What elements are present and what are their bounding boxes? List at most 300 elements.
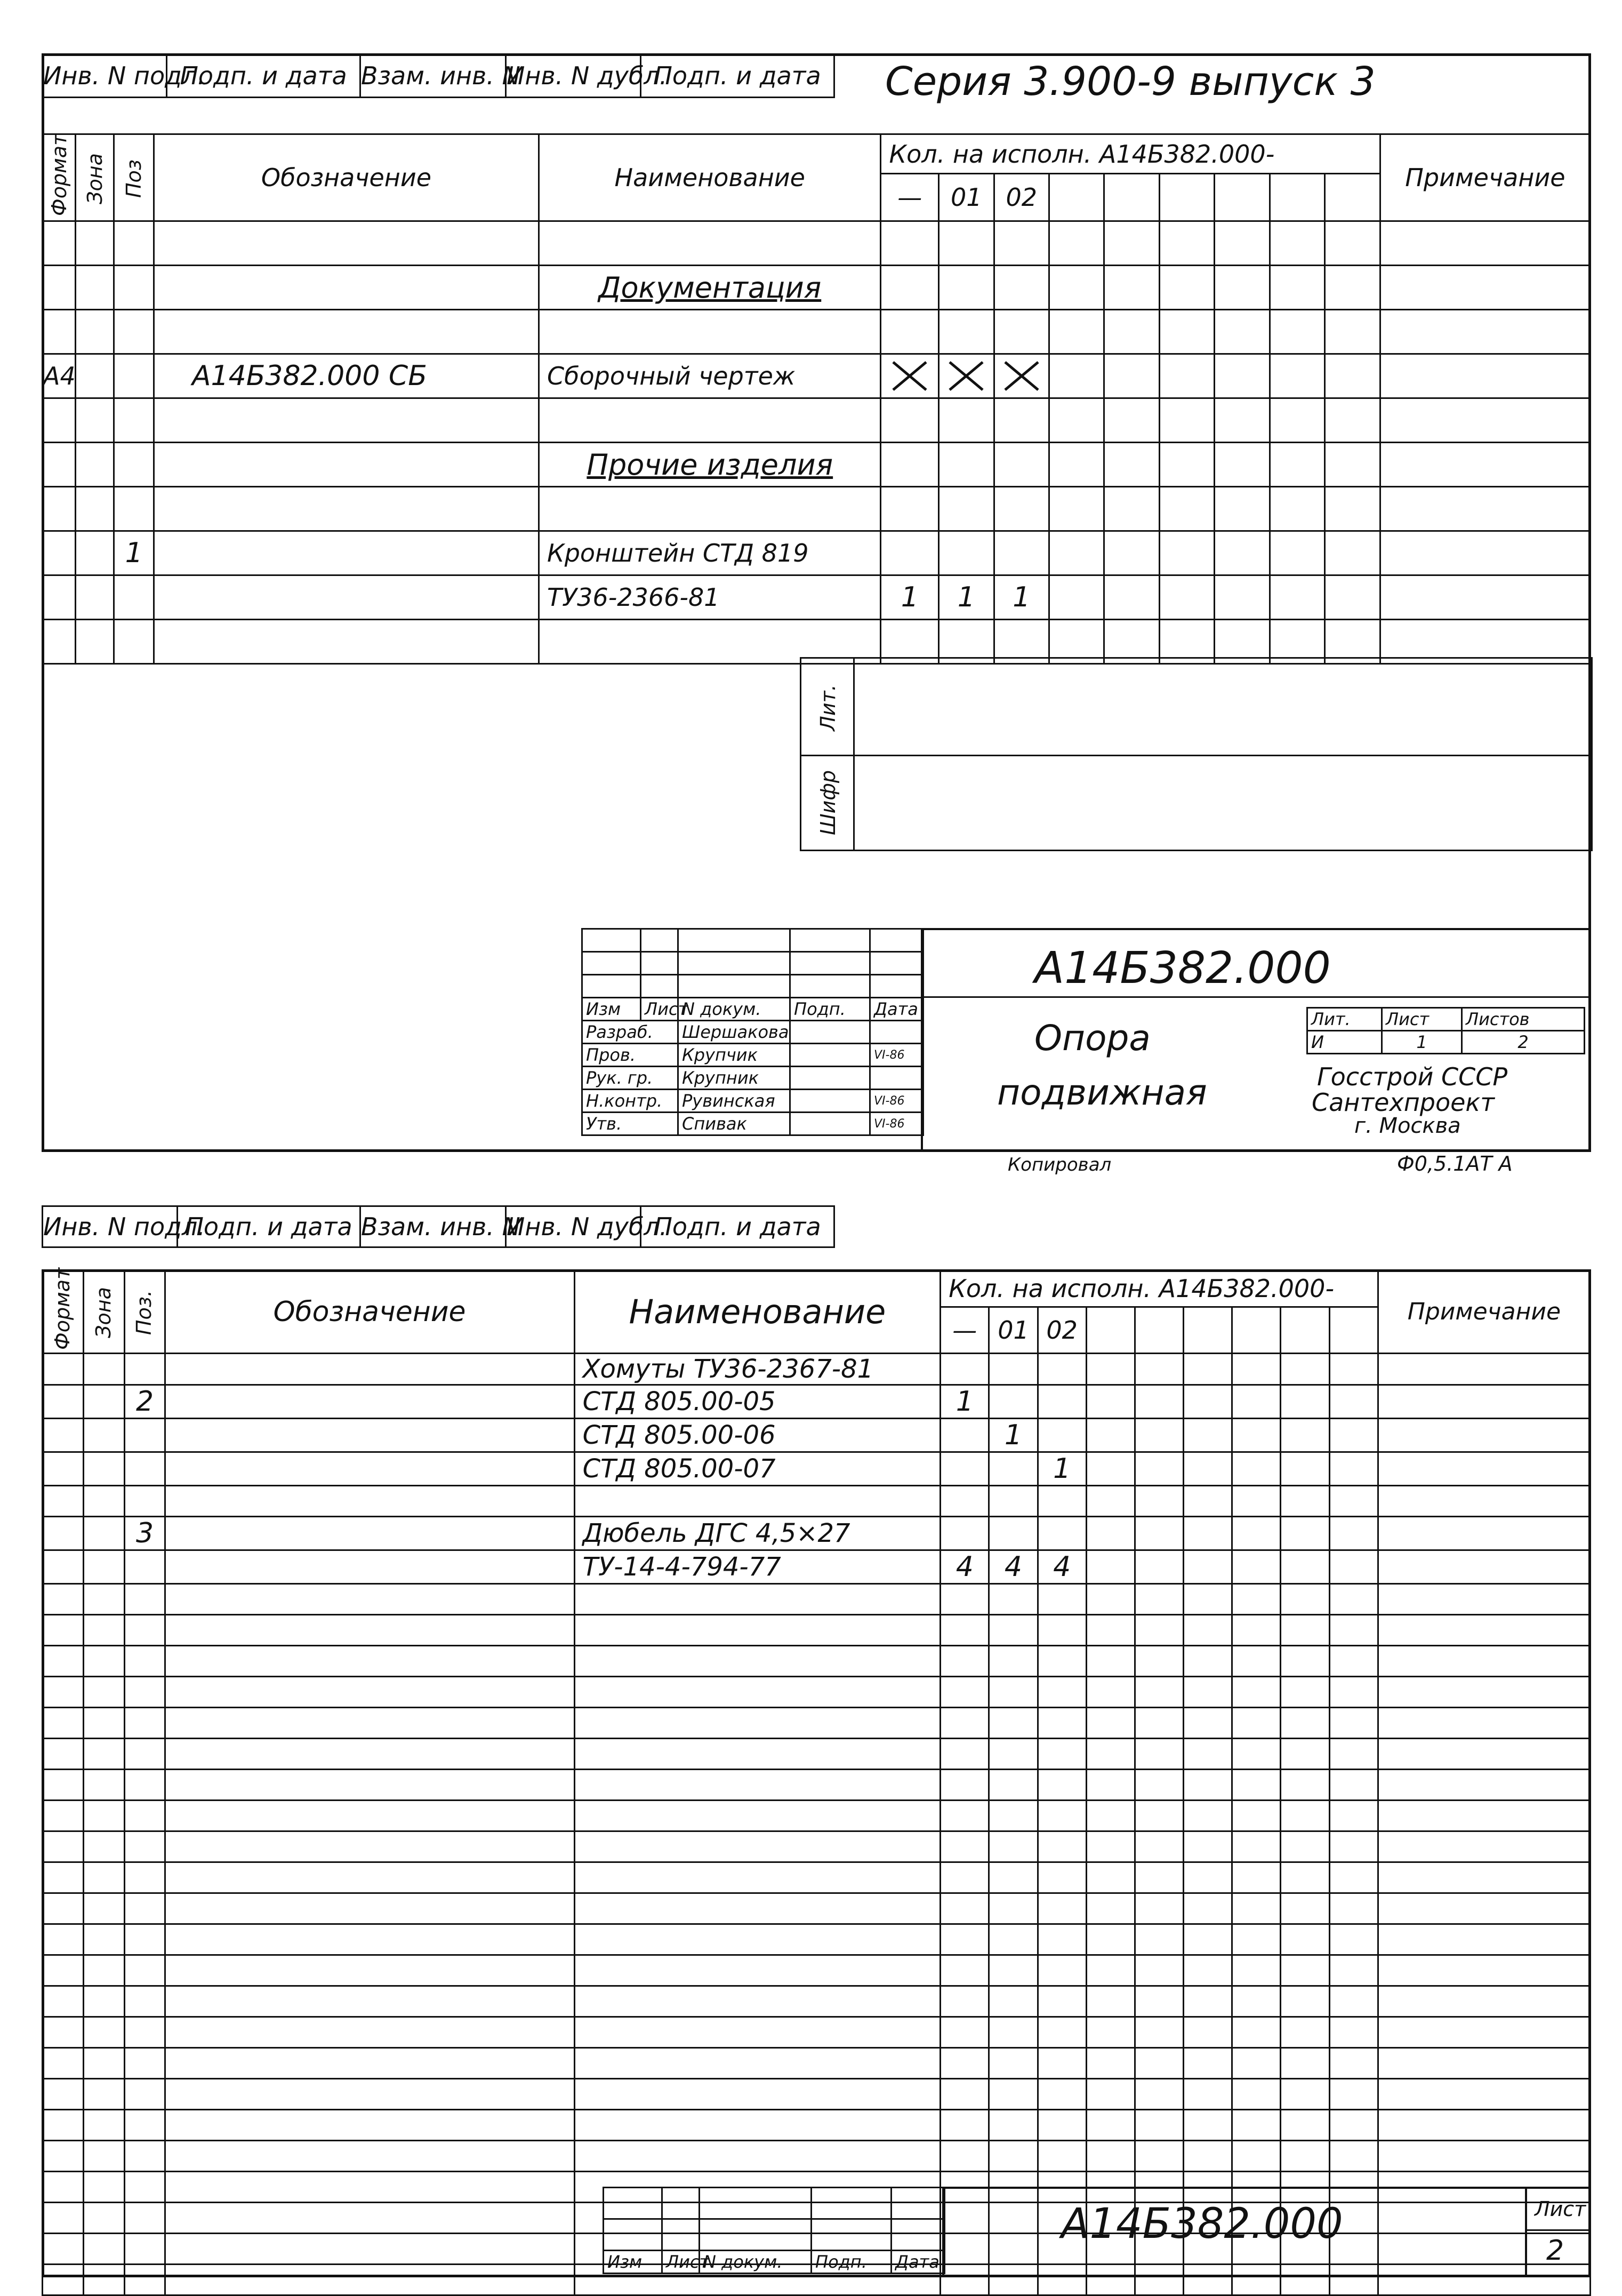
row-qty xyxy=(989,1385,1038,1419)
stamp-lit-value: И xyxy=(1307,1031,1382,1054)
row-name: Дюбель ДГС 4,5×27 xyxy=(574,1517,941,1550)
row-note xyxy=(1380,575,1590,620)
row-qty: 1 xyxy=(881,575,939,620)
row-qty xyxy=(941,1452,989,1486)
row-qty-empty xyxy=(1281,2110,1329,2141)
row-designation xyxy=(165,1708,574,1739)
row-pos xyxy=(125,1770,165,1801)
row-qty xyxy=(1038,1486,1086,1517)
row-note xyxy=(1380,221,1590,266)
row-qty-empty xyxy=(1049,266,1104,310)
spec-row xyxy=(43,2048,1591,2079)
stamp-role: Рук. гр. xyxy=(582,1067,678,1090)
row-designation xyxy=(165,1550,574,1584)
row-zone xyxy=(76,221,114,266)
row-qty-empty xyxy=(1232,2141,1281,2172)
row-name xyxy=(539,221,881,266)
row-qty-empty xyxy=(1086,1770,1135,1801)
row-qty-empty xyxy=(1086,1708,1135,1739)
row-name xyxy=(574,1739,941,1770)
row-qty xyxy=(941,1615,989,1646)
row-note xyxy=(1378,1708,1590,1739)
row-qty xyxy=(989,1893,1038,1924)
row-note xyxy=(1380,531,1590,575)
row-qty-empty xyxy=(1215,221,1270,266)
row-qty xyxy=(994,443,1049,487)
row-format xyxy=(43,1385,84,1419)
col-header-designation: Обозначение xyxy=(165,1270,574,1354)
row-qty-empty xyxy=(1215,354,1270,398)
row-qty xyxy=(881,443,939,487)
row-qty: 1 xyxy=(939,575,994,620)
spec-row xyxy=(43,1924,1591,1955)
row-pos xyxy=(125,2048,165,2079)
row-pos xyxy=(125,1354,165,1385)
row-zone xyxy=(84,2079,125,2110)
row-note xyxy=(1378,1584,1590,1615)
row-qty-empty xyxy=(1281,2017,1329,2048)
row-qty-empty xyxy=(1281,1893,1329,1924)
row-qty xyxy=(1038,1517,1086,1550)
row-qty xyxy=(1038,1739,1086,1770)
row-qty-empty xyxy=(1135,2048,1183,2079)
col-header-name: Наименование xyxy=(539,134,881,221)
row-qty-empty xyxy=(1104,266,1159,310)
row-qty-empty xyxy=(1086,2141,1135,2172)
row-zone xyxy=(84,1677,125,1708)
spec-row xyxy=(43,575,1591,620)
row-qty-empty xyxy=(1215,531,1270,575)
stamp-col-header: Подп. xyxy=(790,998,870,1021)
row-pos xyxy=(114,354,154,398)
row-qty-empty xyxy=(1184,1770,1232,1801)
row-name: ТУ-14-4-794-77 xyxy=(574,1550,941,1584)
row-qty xyxy=(1038,1893,1086,1924)
row-qty xyxy=(881,221,939,266)
row-qty-empty xyxy=(1329,1770,1378,1801)
row-qty-empty xyxy=(1086,1517,1135,1550)
stamp-col-header: Изм xyxy=(582,998,641,1021)
row-qty-empty xyxy=(1135,1452,1183,1486)
row-designation xyxy=(154,620,539,664)
row-qty-empty xyxy=(1270,354,1324,398)
spec-row xyxy=(43,2017,1591,2048)
row-qty xyxy=(941,1831,989,1862)
row-name xyxy=(574,1486,941,1517)
col-header-qty: Кол. на исполн. А14Б382.000- xyxy=(941,1270,1378,1307)
row-zone xyxy=(76,443,114,487)
row-zone xyxy=(76,620,114,664)
row-note xyxy=(1380,354,1590,398)
row-pos xyxy=(125,1924,165,1955)
margin-label: Инв. N дубл. xyxy=(506,1206,641,1247)
row-note xyxy=(1380,487,1590,531)
row-name xyxy=(574,1646,941,1677)
row-qty xyxy=(1038,1615,1086,1646)
row-name: Кронштейн СТД 819 xyxy=(539,531,881,575)
row-qty-empty xyxy=(1104,221,1159,266)
row-designation xyxy=(165,2172,574,2203)
spec-row xyxy=(43,266,1591,310)
row-qty-empty xyxy=(1086,1986,1135,2017)
row-qty xyxy=(1038,1708,1086,1739)
stamp-col-header: Лист xyxy=(641,998,678,1021)
row-qty-empty xyxy=(1086,1584,1135,1615)
row-qty-empty xyxy=(1159,398,1214,443)
row-name xyxy=(539,310,881,354)
row-format xyxy=(43,1708,84,1739)
row-qty xyxy=(994,266,1049,310)
row-qty-empty xyxy=(1281,1955,1329,1986)
row-qty: 4 xyxy=(941,1550,989,1584)
row-qty xyxy=(1038,2048,1086,2079)
row-pos xyxy=(114,266,154,310)
row-qty-empty xyxy=(1215,443,1270,487)
row-qty-empty xyxy=(1086,1615,1135,1646)
row-qty xyxy=(1038,1770,1086,1801)
row-qty-empty xyxy=(1184,1893,1232,1924)
row-qty-empty xyxy=(1184,1708,1232,1739)
row-qty-empty xyxy=(1329,1615,1378,1646)
row-name xyxy=(574,2110,941,2141)
row-qty xyxy=(941,1708,989,1739)
row-qty-empty xyxy=(1232,1615,1281,1646)
row-zone xyxy=(84,2048,125,2079)
spec-row xyxy=(43,398,1591,443)
row-qty-empty xyxy=(1329,1385,1378,1419)
row-qty-empty xyxy=(1135,1708,1183,1739)
row-qty-empty xyxy=(1086,1354,1135,1385)
sheet-1-stamp-left xyxy=(581,928,924,1136)
row-designation xyxy=(165,1419,574,1452)
row-qty-empty xyxy=(1184,1646,1232,1677)
row-qty-empty xyxy=(1184,1831,1232,1862)
spec-row xyxy=(43,1739,1591,1770)
stamp-signature xyxy=(790,1044,870,1067)
row-pos xyxy=(125,2172,165,2203)
spec-row xyxy=(43,487,1591,531)
row-qty-empty xyxy=(1184,1385,1232,1419)
stamp-person: Шершакова xyxy=(678,1021,790,1044)
row-note xyxy=(1378,1770,1590,1801)
row-qty-empty xyxy=(1281,1550,1329,1584)
row-qty xyxy=(941,2079,989,2110)
row-qty-empty xyxy=(1232,1419,1281,1452)
row-format xyxy=(43,2265,84,2295)
row-qty-empty xyxy=(1325,310,1380,354)
spec-row xyxy=(43,1955,1591,1986)
row-qty xyxy=(989,1739,1038,1770)
row-qty-empty xyxy=(1232,1955,1281,1986)
row-qty-empty xyxy=(1184,1517,1232,1550)
row-qty-empty xyxy=(1232,1708,1281,1739)
row-qty xyxy=(1038,1419,1086,1452)
row-qty-empty xyxy=(1086,2017,1135,2048)
row-qty xyxy=(941,2141,989,2172)
row-pos xyxy=(125,2141,165,2172)
row-qty-empty xyxy=(1135,1924,1183,1955)
row-qty xyxy=(939,310,994,354)
row-qty-empty xyxy=(1329,1486,1378,1517)
row-qty-empty xyxy=(1086,1801,1135,1831)
row-zone xyxy=(84,1584,125,1615)
lit-label-cell xyxy=(801,658,854,756)
row-name: СТД 805.00-06 xyxy=(574,1419,941,1452)
row-qty-empty xyxy=(1159,487,1214,531)
row-qty xyxy=(989,2141,1038,2172)
row-zone xyxy=(84,1486,125,1517)
row-format xyxy=(43,1893,84,1924)
row-zone xyxy=(84,2110,125,2141)
variant-header: 01 xyxy=(939,174,994,221)
row-format xyxy=(43,2079,84,2110)
stamp-person: Крупчик xyxy=(678,1044,790,1067)
row-qty-empty xyxy=(1135,2110,1183,2141)
row-name xyxy=(574,2141,941,2172)
row-qty-empty xyxy=(1329,2110,1378,2141)
row-name xyxy=(574,1708,941,1739)
row-designation xyxy=(154,487,539,531)
stamp-col-header: Дата xyxy=(892,2251,945,2274)
spec-row xyxy=(43,1646,1591,1677)
row-qty xyxy=(989,1452,1038,1486)
row-qty-empty xyxy=(1232,1354,1281,1385)
row-note xyxy=(1378,1831,1590,1862)
row-qty xyxy=(1038,1584,1086,1615)
row-qty-empty xyxy=(1329,1517,1378,1550)
row-qty-empty xyxy=(1329,1452,1378,1486)
row-qty-empty xyxy=(1281,2079,1329,2110)
row-qty xyxy=(989,1615,1038,1646)
row-qty-empty xyxy=(1232,1486,1281,1517)
margin-label: Подп. и дата xyxy=(167,54,360,98)
row-name xyxy=(574,1862,941,1893)
sheet-1-spec-table xyxy=(42,133,1591,665)
stamp-role: Пров. xyxy=(582,1044,678,1067)
row-qty xyxy=(994,221,1049,266)
row-name: Документация xyxy=(539,266,881,310)
row-format xyxy=(43,1419,84,1452)
variant-header: 02 xyxy=(1038,1307,1086,1354)
row-qty xyxy=(941,2017,989,2048)
row-qty: 1 xyxy=(989,1419,1038,1452)
row-qty-empty xyxy=(1086,1893,1135,1924)
row-qty-empty xyxy=(1184,1584,1232,1615)
row-format xyxy=(43,310,76,354)
row-note xyxy=(1378,1550,1590,1584)
row-format xyxy=(43,1550,84,1584)
stamp-org-line-2: Сантехпроект xyxy=(1312,1088,1495,1117)
row-qty xyxy=(989,1770,1038,1801)
spec-row xyxy=(43,221,1591,266)
row-qty-empty xyxy=(1325,443,1380,487)
row-qty xyxy=(941,1924,989,1955)
row-designation xyxy=(154,575,539,620)
row-qty xyxy=(1038,1862,1086,1893)
row-zone xyxy=(84,2172,125,2203)
row-zone xyxy=(84,1646,125,1677)
spec-row xyxy=(43,2079,1591,2110)
row-qty xyxy=(941,2110,989,2141)
row-qty-empty xyxy=(1086,1486,1135,1517)
row-pos xyxy=(125,1955,165,1986)
stamp-2-doc-code: А14Б382.000 xyxy=(1061,2200,1343,2248)
row-zone xyxy=(84,1924,125,1955)
row-qty-empty xyxy=(1135,1584,1183,1615)
row-qty xyxy=(941,1739,989,1770)
col-header-pos: Поз xyxy=(114,134,154,221)
row-note xyxy=(1378,1677,1590,1708)
row-qty-empty xyxy=(1232,1924,1281,1955)
row-qty xyxy=(989,1646,1038,1677)
row-designation xyxy=(165,2265,574,2295)
row-qty xyxy=(989,1924,1038,1955)
row-designation xyxy=(165,1354,574,1385)
row-qty-empty xyxy=(1281,1517,1329,1550)
spec-row xyxy=(43,1385,1591,1419)
spec-row xyxy=(43,1770,1591,1801)
margin-label: Взам. инв. N xyxy=(360,54,506,98)
row-qty-empty xyxy=(1135,1615,1183,1646)
row-qty-empty xyxy=(1135,1385,1183,1419)
row-qty xyxy=(989,1986,1038,2017)
row-note xyxy=(1380,310,1590,354)
spec-row xyxy=(43,1801,1591,1831)
row-name: Хомуты ТУ36-2367-81 xyxy=(574,1354,941,1385)
stamp-signature xyxy=(790,1021,870,1044)
row-designation xyxy=(154,266,539,310)
row-qty-empty xyxy=(1281,1615,1329,1646)
cipher-label: Шифр xyxy=(816,770,840,835)
row-qty-empty xyxy=(1232,1452,1281,1486)
row-qty-empty xyxy=(1232,2048,1281,2079)
margin-label: Инв. N подл. xyxy=(43,54,167,98)
row-qty-empty xyxy=(1281,1986,1329,2017)
row-pos xyxy=(125,1486,165,1517)
row-qty-empty xyxy=(1184,2141,1232,2172)
row-qty-empty xyxy=(1135,1862,1183,1893)
spec-row xyxy=(43,310,1591,354)
stamp-col-header: Подп. xyxy=(812,2251,892,2274)
row-format xyxy=(43,1924,84,1955)
stamp-col-header: N докум. xyxy=(678,998,790,1021)
row-designation xyxy=(154,531,539,575)
row-zone xyxy=(84,2234,125,2265)
row-qty-empty xyxy=(1049,354,1104,398)
row-qty-empty xyxy=(1104,398,1159,443)
row-note xyxy=(1378,1739,1590,1770)
row-qty-empty xyxy=(1184,1486,1232,1517)
row-qty xyxy=(939,266,994,310)
row-format xyxy=(43,1862,84,1893)
row-qty-empty xyxy=(1049,221,1104,266)
row-format xyxy=(43,531,76,575)
row-qty xyxy=(1038,1986,1086,2017)
row-qty xyxy=(941,1770,989,1801)
stamp-signature xyxy=(790,1113,870,1135)
stamp-col-header: N докум. xyxy=(700,2251,812,2274)
row-designation xyxy=(165,1770,574,1801)
row-designation xyxy=(165,2048,574,2079)
row-format xyxy=(43,1955,84,1986)
row-note xyxy=(1378,1517,1590,1550)
row-qty xyxy=(881,354,939,398)
stamp-org-line-1: Госстрой СССР xyxy=(1317,1062,1508,1091)
row-designation xyxy=(165,1924,574,1955)
row-qty-empty xyxy=(1104,575,1159,620)
row-pos xyxy=(125,1419,165,1452)
col-header-name: Наименование xyxy=(574,1270,941,1354)
row-qty-empty xyxy=(1159,310,1214,354)
row-qty-empty xyxy=(1232,1385,1281,1419)
row-qty-empty xyxy=(1270,443,1324,487)
row-pos xyxy=(125,1452,165,1486)
row-pos xyxy=(125,2017,165,2048)
row-format xyxy=(43,1831,84,1862)
row-qty-empty xyxy=(1159,575,1214,620)
row-qty-empty xyxy=(1049,575,1104,620)
row-qty-empty xyxy=(1104,354,1159,398)
stamp-sheets-label: Листов xyxy=(1462,1008,1585,1031)
row-format xyxy=(43,1770,84,1801)
row-zone xyxy=(84,2141,125,2172)
row-pos xyxy=(125,1615,165,1646)
stamp-org-line-3: г. Москва xyxy=(1354,1114,1461,1138)
row-qty xyxy=(1038,2141,1086,2172)
row-qty-empty xyxy=(1232,1986,1281,2017)
row-qty-empty xyxy=(1184,1354,1232,1385)
col-header-zone: Зона xyxy=(84,1270,125,1354)
series-title: Серия 3.900-9 выпуск 3 xyxy=(885,59,1376,105)
row-qty-empty xyxy=(1159,354,1214,398)
row-name xyxy=(574,1955,941,1986)
row-zone xyxy=(84,1770,125,1801)
stamp-sheets-table xyxy=(1306,1007,1585,1054)
row-qty xyxy=(941,1862,989,1893)
row-qty-empty xyxy=(1086,1739,1135,1770)
row-designation xyxy=(165,2110,574,2141)
row-qty-empty xyxy=(1329,1801,1378,1831)
row-qty-empty xyxy=(1329,1893,1378,1924)
row-designation xyxy=(165,1986,574,2017)
row-qty-empty xyxy=(1325,354,1380,398)
row-qty xyxy=(994,398,1049,443)
row-designation xyxy=(165,1385,574,1419)
row-format xyxy=(43,1801,84,1831)
stamp-signature xyxy=(790,1090,870,1113)
row-qty-empty xyxy=(1215,398,1270,443)
stamp-col-header: Дата xyxy=(870,998,924,1021)
stamp-sheet-label: Лист xyxy=(1382,1008,1462,1031)
stamp-person: Крупник xyxy=(678,1067,790,1090)
row-qty xyxy=(989,1708,1038,1739)
row-qty-empty xyxy=(1184,2110,1232,2141)
row-qty-empty xyxy=(1086,1924,1135,1955)
row-qty-empty xyxy=(1281,1646,1329,1677)
row-note xyxy=(1378,2110,1590,2141)
row-qty xyxy=(989,2079,1038,2110)
row-qty-empty xyxy=(1184,1862,1232,1893)
row-designation xyxy=(165,2079,574,2110)
row-designation xyxy=(165,1677,574,1708)
stamp-person: Рувинская xyxy=(678,1090,790,1113)
row-qty-empty xyxy=(1329,1708,1378,1739)
row-note xyxy=(1378,1986,1590,2017)
margin-label: Подп. и дата xyxy=(641,54,834,98)
row-qty xyxy=(989,1486,1038,1517)
row-qty-empty xyxy=(1270,398,1324,443)
row-qty-empty xyxy=(1232,1801,1281,1831)
